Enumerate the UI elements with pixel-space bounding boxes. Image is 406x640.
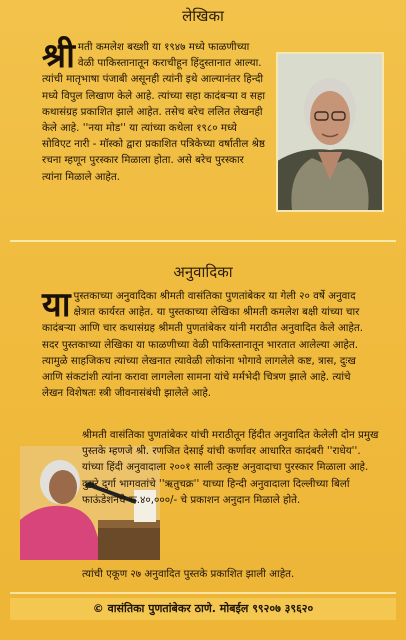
translator-works-text: श्रीमती वासंतिका पुणतांबेकर यांची मराठीतून हिंदीत अनुवादित केलेली दोन प्रमुख पुस्तके म्हणजे श्री. रणजित देसाई यांची कर्णावर आधारित कादंबरी ''राधेय''. यांच्या हिंदी अनुवादाला २००१ साली उत्कृष्ट अनुवादाचा पुरस्कार मिळाला आहे. दुसरे दुर्गा भागवतांचे ''ऋतुचक्र'' याच्या हिन्दी अनुवादाला दिल्लीच्या बिर्ला फाऊंडेशनचे रू.४०,०००/- चे प्रकाशन अनुदान मिळाले होते. <box>82 429 379 506</box>
author-photo <box>276 52 384 212</box>
author-portrait-image <box>278 54 382 210</box>
translator-total-works <box>82 566 382 582</box>
author-bio <box>42 36 267 185</box>
translator-bio-dropcap: या <box>42 285 71 325</box>
author-bio-dropcap: श्री <box>42 36 75 76</box>
heading-translator: अनुवादिका <box>173 263 233 281</box>
divider-top <box>10 240 396 242</box>
translator-bio <box>42 285 364 401</box>
translator-works <box>82 427 382 508</box>
author-bio-text: मती कमलेश बख्शी या १९४७ मध्ये फाळणीच्या वेळी पाकिस्तानातून कराचीहून हिंदुस्तानात आल्या. त्यांची मातृभाषा पंजाबी असूनही त्यांनी इथे आल्यानंतर हिन्दी मध्ये विपुल लिखाण केले आहे. त्यांच्या सहा कादंबऱ्या व सहा कथासंग्रह प्रकाशित झाले आहेत. तसेच बरेच ललित लेखनही केले आहे. ''नया मोड'' या त्यांच्या कथेला १९८० मध्ये सोविएट नारी - मॉस्को द्वारा प्रकाशित पत्रिकेच्या वर्षातील श्रेष्ठ रचना म्हणून पुरस्कार मिळाला होता. असे बरेच पुरस्कार त्यांना मिळाले आहेत. <box>42 41 266 183</box>
translator-bio-text: पुस्तकाच्या अनुवादिका श्रीमती वासंतिका पुणतांबेकर या गेली २० वर्षे अनुवाद क्षेत्रात कार्यरत आहेत. या पुस्तकाच्या लेखिका श्रीमती कमलेश बक्षी यांच्या चार कादंबऱ्या आणि चार कथासंग्रह श्रीमती पुणतांबेकर यांनी मराठीत अनुवादित केले आहेत. सदर पुस्तकाच्या लेखिका या फाळणीच्या वेळी पाकिस्तानातून भारतात आलेल्या आहेत. त्यामुळे साहजिकच त्यांच्या लेखनात त्यावेळी लोकांना भोगावे लागलेले कष्ट, त्रास, दुःख आणि संकटांशी त्यांना करावा लागलेला सामना यांचे मर्मभेदी चित्रण झाले आहे. त्यांचे लेखन विशेषतः स्त्री जीवनासंबंधी झालेले आहे. <box>42 290 363 400</box>
copyright-footer: © वासंतिका पुणतांबेकर ठाणे. मोबईल ९९२०७ ३९६२० <box>10 598 396 620</box>
heading-author: लेखिका <box>182 7 224 25</box>
divider-bottom <box>10 592 396 594</box>
translator-total-works-text: त्यांची एकूण २७ अनुवादित पुस्तके प्रकाशित झाली आहेत. <box>82 568 295 580</box>
